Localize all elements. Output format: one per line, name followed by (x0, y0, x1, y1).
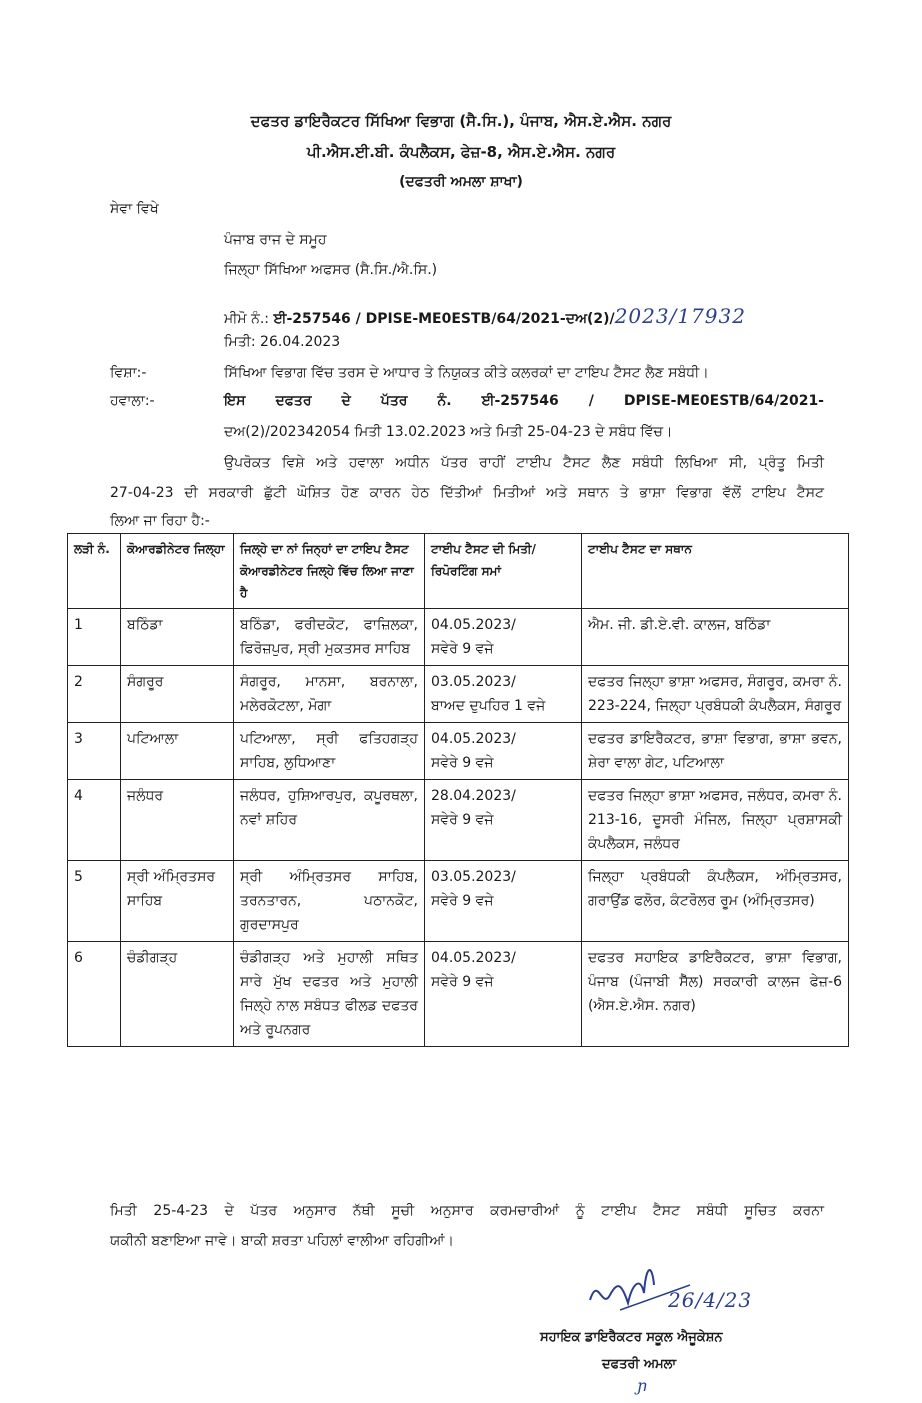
closing-line-2: ਯਕੀਨੀ ਬਣਾਇਆ ਜਾਵੇ। ਬਾਕੀ ਸ਼ਰਤਾ ਪਹਿਲਾਂ ਵਾਲੀਆ ਰਹਿਗੀਆਂ। (110, 1233, 454, 1249)
reporting-time: ਸਵੇਰੇ 9 ਵਜੇ (431, 641, 494, 657)
cell-serial: 4 (68, 780, 121, 861)
addressee-line-1: ਪੰਜਾਬ ਰਾਜ ਦੇ ਸਮੂਹ (224, 232, 327, 248)
cell-districts: ਜਲੰਧਰ, ਹੁਸ਼ਿਆਰਪੁਰ, ਕਪੂਰਥਲਾ, ਨਵਾਂ ਸ਼ਹਿਰ (234, 780, 425, 861)
table-row (68, 609, 849, 666)
signature-date: 26/4/23 (668, 1288, 753, 1312)
header-line-2: ਪੀ.ਐਸ.ਈ.ਬੀ. ਕੰਪਲੈਕਸ, ਫੇਜ਼-8, ਐਸ.ਏ.ਐਸ. ਨਗਰ (306, 143, 616, 161)
cell-serial: 2 (68, 666, 121, 723)
cell-coordinator: ਸ੍ਰੀ ਅੰਮ੍ਰਿਤਸਰ ਸਾਹਿਬ (121, 861, 234, 942)
table-row (68, 723, 849, 780)
table-row (68, 942, 849, 1047)
cell-districts: ਚੰਡੀਗੜ੍ਹ ਅਤੇ ਮੁਹਾਲੀ ਸਥਿਤ ਸਾਰੇ ਮੁੱਖ ਦਫਤਰ ਅਤੇ ਮੁਹਾਲੀ ਜਿਲ੍ਹੇ ਨਾਲ ਸਬੰਧਤ ਫੀਲਡ ਦਫਤਰ ਅਤੇ ਰੂਪਨਗਰ (234, 942, 425, 1047)
cell-venue: ਦਫਤਰ ਡਾਇਰੈਕਟਰ, ਭਾਸ਼ਾ ਵਿਭਾਗ, ਭਾਸ਼ਾ ਭਵਨ, ਸ਼ੇਰਾ ਵਾਲਾ ਗੇਟ, ਪਟਿਆਲਾ (582, 723, 849, 780)
cell-serial: 6 (68, 942, 121, 1047)
reporting-time: ਬਾਅਦ ਦੁਪਹਿਰ 1 ਵਜੇ (431, 698, 546, 714)
col-venue: ਟਾਈਪ ਟੈਸਟ ਦਾ ਸਥਾਨ (582, 534, 849, 609)
reporting-time: ਸਵੇਰੇ 9 ਵਜੇ (431, 974, 494, 990)
cell-date (425, 780, 582, 861)
memo-handwritten-number: 2023/17932 (614, 304, 746, 328)
body-line-3: ਲਿਆ ਜਾ ਰਿਹਾ ਹੈ:- (110, 513, 210, 529)
table-row (68, 666, 849, 723)
body-line-2: 27-04-23 ਦੀ ਸਰਕਾਰੀ ਛੁੱਟੀ ਘੋਸ਼ਿਤ ਹੋਣ ਕਾਰਨ ਹੇਠ ਦਿੱਤੀਆਂ ਮਿਤੀਆਂ ਅਤੇ ਸਥਾਨ ਤੇ ਭਾਸ਼ਾ ਵਿਭਾਗ ਵੱਲੋਂ ਟਾਇਪ ਟੈਸਟ (110, 485, 824, 501)
test-date: 28.04.2023/ (431, 788, 516, 804)
cell-date (425, 666, 582, 723)
typing-test-table (67, 533, 849, 1047)
cell-venue: ਦਫਤਰ ਜਿਲ੍ਹਾ ਭਾਸ਼ਾ ਅਫਸਰ, ਜਲੰਧਰ, ਕਮਰਾ ਨੰ. 213-16, ਦੂਸਰੀ ਮੰਜਿਲ, ਜਿਲ੍ਹਾ ਪ੍ਰਸ਼ਾਸਕੀ ਕੰਪਲੈਕਸ, ਜਲੰਧਰ (582, 780, 849, 861)
cell-districts: ਪਟਿਆਲਾ, ਸ੍ਰੀ ਫਤਿਹਗੜ੍ਹ ਸਾਹਿਬ, ਲੁਧਿਆਣਾ (234, 723, 425, 780)
cell-serial: 1 (68, 609, 121, 666)
cell-venue: ਦਫਤਰ ਜਿਲ੍ਹਾ ਭਾਸ਼ਾ ਅਫਸਰ, ਸੰਗਰੂਰ, ਕਮਰਾ ਨੰ. 223-224, ਜਿਲ੍ਹਾ ਪ੍ਰਬੰਧਕੀ ਕੰਪਲੈਕਸ, ਸੰਗਰੂਰ (582, 666, 849, 723)
test-date: 04.05.2023/ (431, 617, 516, 633)
test-date: 03.05.2023/ (431, 674, 516, 690)
subject-label: ਵਿਸ਼ਾ:- (110, 365, 147, 381)
reporting-time: ਸਵੇਰੇ 9 ਵਜੇ (431, 893, 494, 909)
cell-venue: ਜਿਲ੍ਹਾ ਪ੍ਰਬੰਧਕੀ ਕੰਪਲੈਕਸ, ਅੰਮ੍ਰਿਤਸਰ, ਗਰਾਉਂਡ ਫਲੋਰ, ਕੰਟਰੋਲਰ ਰੂਮ (ਅੰਮ੍ਰਿਤਸਰ) (582, 861, 849, 942)
cell-coordinator: ਜਲੰਧਰ (121, 780, 234, 861)
memo-line (224, 304, 746, 328)
test-date: 04.05.2023/ (431, 950, 516, 966)
signature-scribble (580, 1255, 753, 1325)
signatory-office: ਦਫਤਰੀ ਅਮਲਾ (602, 1357, 677, 1372)
subject-text: ਸਿੱਖਿਆ ਵਿਭਾਗ ਵਿੱਚ ਤਰਸ ਦੇ ਆਧਾਰ ਤੇ ਨਿਯੁਕਤ ਕੀਤੇ ਕਲਰਕਾਂ ਦਾ ਟਾਇਪ ਟੈਸਟ ਲੈਣ ਸਬੰਧੀ। (224, 365, 709, 381)
cell-districts: ਸ੍ਰੀ ਅੰਮ੍ਰਿਤਸਰ ਸਾਹਿਬ, ਤਰਨਤਾਰਨ, ਪਠਾਨਕੋਟ, ਗੁਰਦਾਸਪੁਰ (234, 861, 425, 942)
reference-line-1: ਇਸ ਦਫਤਰ ਦੇ ਪੱਤਰ ਨੰ. ਈ-257546 / DPISE-ME0ESTB/64/2021- (224, 393, 824, 409)
cell-coordinator: ਪਟਿਆਲਾ (121, 723, 234, 780)
header-line-3: (ਦਫਤਰੀ ਅਮਲਾ ਸ਼ਾਖਾ) (399, 174, 523, 190)
cell-coordinator: ਸੰਗਰੂਰ (121, 666, 234, 723)
cell-date (425, 861, 582, 942)
cell-districts: ਬਠਿੰਡਾ, ਫਰੀਦਕੋਟ, ਫਾਜ਼ਿਲਕਾ, ਫਿਰੋਜ਼ਪੁਰ, ਸ੍ਰੀ ਮੁਕਤਸਰ ਸਾਹਿਬ (234, 609, 425, 666)
test-date: 03.05.2023/ (431, 869, 516, 885)
reporting-time: ਸਵੇਰੇ 9 ਵਜੇ (431, 755, 494, 771)
col-serial: ਲੜੀ ਨੰ. (68, 534, 121, 609)
memo-number: ਈ-257546 / DPISE-ME0ESTB/64/2021-ਦਅ(2)/ (273, 311, 615, 327)
cell-serial: 5 (68, 861, 121, 942)
test-date: 04.05.2023/ (431, 731, 516, 747)
cell-date (425, 609, 582, 666)
cell-venue: ਐਮ. ਜੀ. ਡੀ.ਏ.ਵੀ. ਕਾਲਜ, ਬਠਿੰਡਾ (582, 609, 849, 666)
body-line-1: ਉਪਰੋਕਤ ਵਿਸ਼ੇ ਅਤੇ ਹਵਾਲਾ ਅਧੀਨ ਪੱਤਰ ਰਾਹੀਂ ਟਾਈਪ ਟੈਸਟ ਲੈਣ ਸਬੰਧੀ ਲਿਖਿਆ ਸੀ, ਪ੍ਰੰਤੂ ਮਿਤੀ (224, 455, 824, 471)
reference-line-2: ਦਅ(2)/202342054 ਮਿਤੀ 13.02.2023 ਅਤੇ ਮਿਤੀ 25-04-23 ਦੇ ਸਬੰਧ ਵਿੱਚ। (224, 424, 673, 440)
initials-mark-icon: ɲ (637, 1376, 649, 1395)
cell-date (425, 942, 582, 1047)
table-row (68, 780, 849, 861)
memo-date: ਮਿਤੀ: 26.04.2023 (224, 334, 341, 350)
cell-date (425, 723, 582, 780)
cell-coordinator: ਚੰਡੀਗੜ੍ਹ (121, 942, 234, 1047)
cell-venue: ਦਫਤਰ ਸਹਾਇਕ ਡਾਇਰੈਕਟਰ, ਭਾਸ਼ਾ ਵਿਭਾਗ, ਪੰਜਾਬ (ਪੰਜਾਬੀ ਸੈੱਲ) ਸਰਕਾਰੀ ਕਾਲਜ ਫੇਜ਼-6 (ਐਸ.ਏ.ਐਸ. ਨਗਰ) (582, 942, 849, 1047)
addressee-line-2: ਜਿਲ੍ਹਾ ਸਿੱਖਿਆ ਅਫਸਰ (ਸੈ.ਸਿ./ਐ.ਸਿ.) (224, 262, 438, 278)
cell-coordinator: ਬਠਿੰਡਾ (121, 609, 234, 666)
signatory-designation: ਸਹਾਇਕ ਡਾਇਰੈਕਟਰ ਸਕੂਲ ਐਜੂਕੇਸ਼ਨ (540, 1330, 723, 1345)
col-coordinator: ਕੋਆਰਡੀਨੇਟਰ ਜਿਲ੍ਹਾ (121, 534, 234, 609)
reporting-time: ਸਵੇਰੇ 9 ਵਜੇ (431, 812, 494, 828)
header-line-1: ਦਫਤਰ ਡਾਇਰੈਕਟਰ ਸਿੱਖਿਆ ਵਿਭਾਗ (ਸੈ.ਸਿ.), ਪੰਜਾਬ, ਐਸ.ਏ.ਐਸ. ਨਗਰ (250, 112, 672, 130)
col-districts: ਜਿਲ੍ਹੇ ਦਾ ਨਾਂ ਜਿਨ੍ਹਾਂ ਦਾ ਟਾਇਪ ਟੈਸਟ ਕੋਆਰਡੀਨੇਟਰ ਜਿਲ੍ਹੇ ਵਿੱਚ ਲਿਆ ਜਾਣਾ ਹੈ (234, 534, 425, 609)
cell-districts: ਸੰਗਰੂਰ, ਮਾਨਸਾ, ਬਰਨਾਲਾ, ਮਲੇਰਕੋਟਲਾ, ਮੋਗਾ (234, 666, 425, 723)
closing-line-1: ਮਿਤੀ 25-4-23 ਦੇ ਪੱਤਰ ਅਨੁਸਾਰ ਨੱਥੀ ਸੂਚੀ ਅਨੁਸਾਰ ਕਰਮਚਾਰੀਆਂ ਨੂੰ ਟਾਈਪ ਟੈਸਟ ਸਬੰਧੀ ਸੂਚਿਤ ਕਰਨਾ (110, 1203, 824, 1219)
table-header-row (68, 534, 849, 609)
cell-serial: 3 (68, 723, 121, 780)
reference-label: ਹਵਾਲਾ:- (110, 393, 155, 409)
col-date: ਟਾਈਪ ਟੈਸਟ ਦੀ ਮਿਤੀ/ ਰਿਪੋਰਟਿੰਗ ਸਮਾਂ (425, 534, 582, 609)
table-row (68, 861, 849, 942)
memo-prefix: ਮੀਮੋ ਨੰ.: (224, 311, 270, 327)
seva-vikhe: ਸੇਵਾ ਵਿਖੇ (110, 201, 159, 217)
